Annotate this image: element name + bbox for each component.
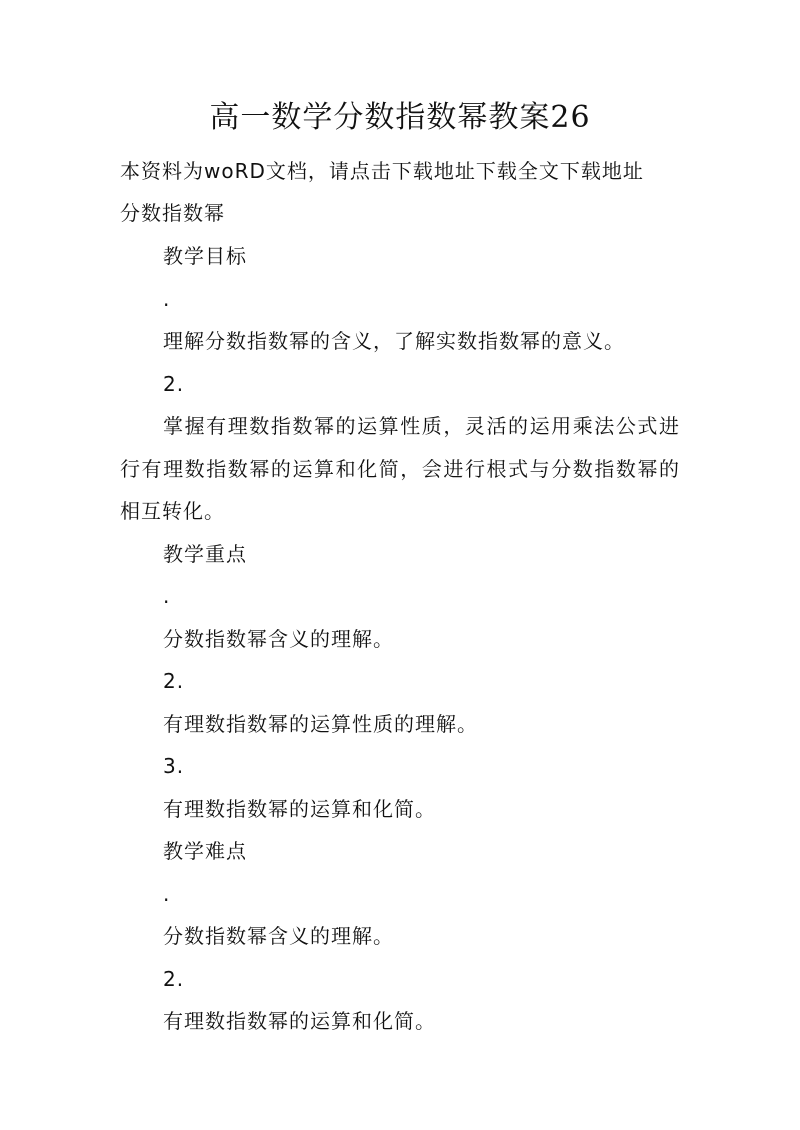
- list-number: .: [163, 882, 171, 906]
- objective-item-2-line-1: 掌握有理数指数幂的运算性质，灵活的运用乘法公式进: [163, 414, 680, 438]
- section-heading-difficulties: 教学难点: [163, 839, 247, 863]
- subject-line: 分数指数幂: [120, 201, 225, 225]
- list-number: .: [163, 287, 171, 311]
- key-point-item-1: 分数指数幂含义的理解。: [163, 627, 394, 651]
- list-number: 3.: [163, 754, 185, 778]
- key-point-item-2: 有理数指数幂的运算性质的理解。: [163, 712, 478, 736]
- list-number: .: [163, 584, 171, 608]
- difficulty-item-1: 分数指数幂含义的理解。: [163, 924, 394, 948]
- objective-item-2-line-2: 行有理数指数幂的运算和化简，会进行根式与分数指数幂的: [120, 457, 680, 481]
- list-number: 2.: [163, 372, 185, 396]
- objective-item-2-line-3: 相互转化。: [120, 499, 225, 523]
- intro-line: 本资料为woRD文档，请点击下载地址下载全文下载地址: [120, 159, 644, 183]
- document-title: 高一数学分数指数幂教案26: [209, 100, 591, 135]
- section-heading-objectives: 教学目标: [163, 244, 247, 268]
- section-heading-key-points: 教学重点: [163, 542, 247, 566]
- list-number: 2.: [163, 669, 185, 693]
- objective-item-1: 理解分数指数幂的含义，了解实数指数幂的意义。: [163, 329, 625, 353]
- list-number: 2.: [163, 967, 185, 991]
- difficulty-item-2: 有理数指数幂的运算和化简。: [163, 1009, 436, 1033]
- key-point-item-3: 有理数指数幂的运算和化简。: [163, 797, 436, 821]
